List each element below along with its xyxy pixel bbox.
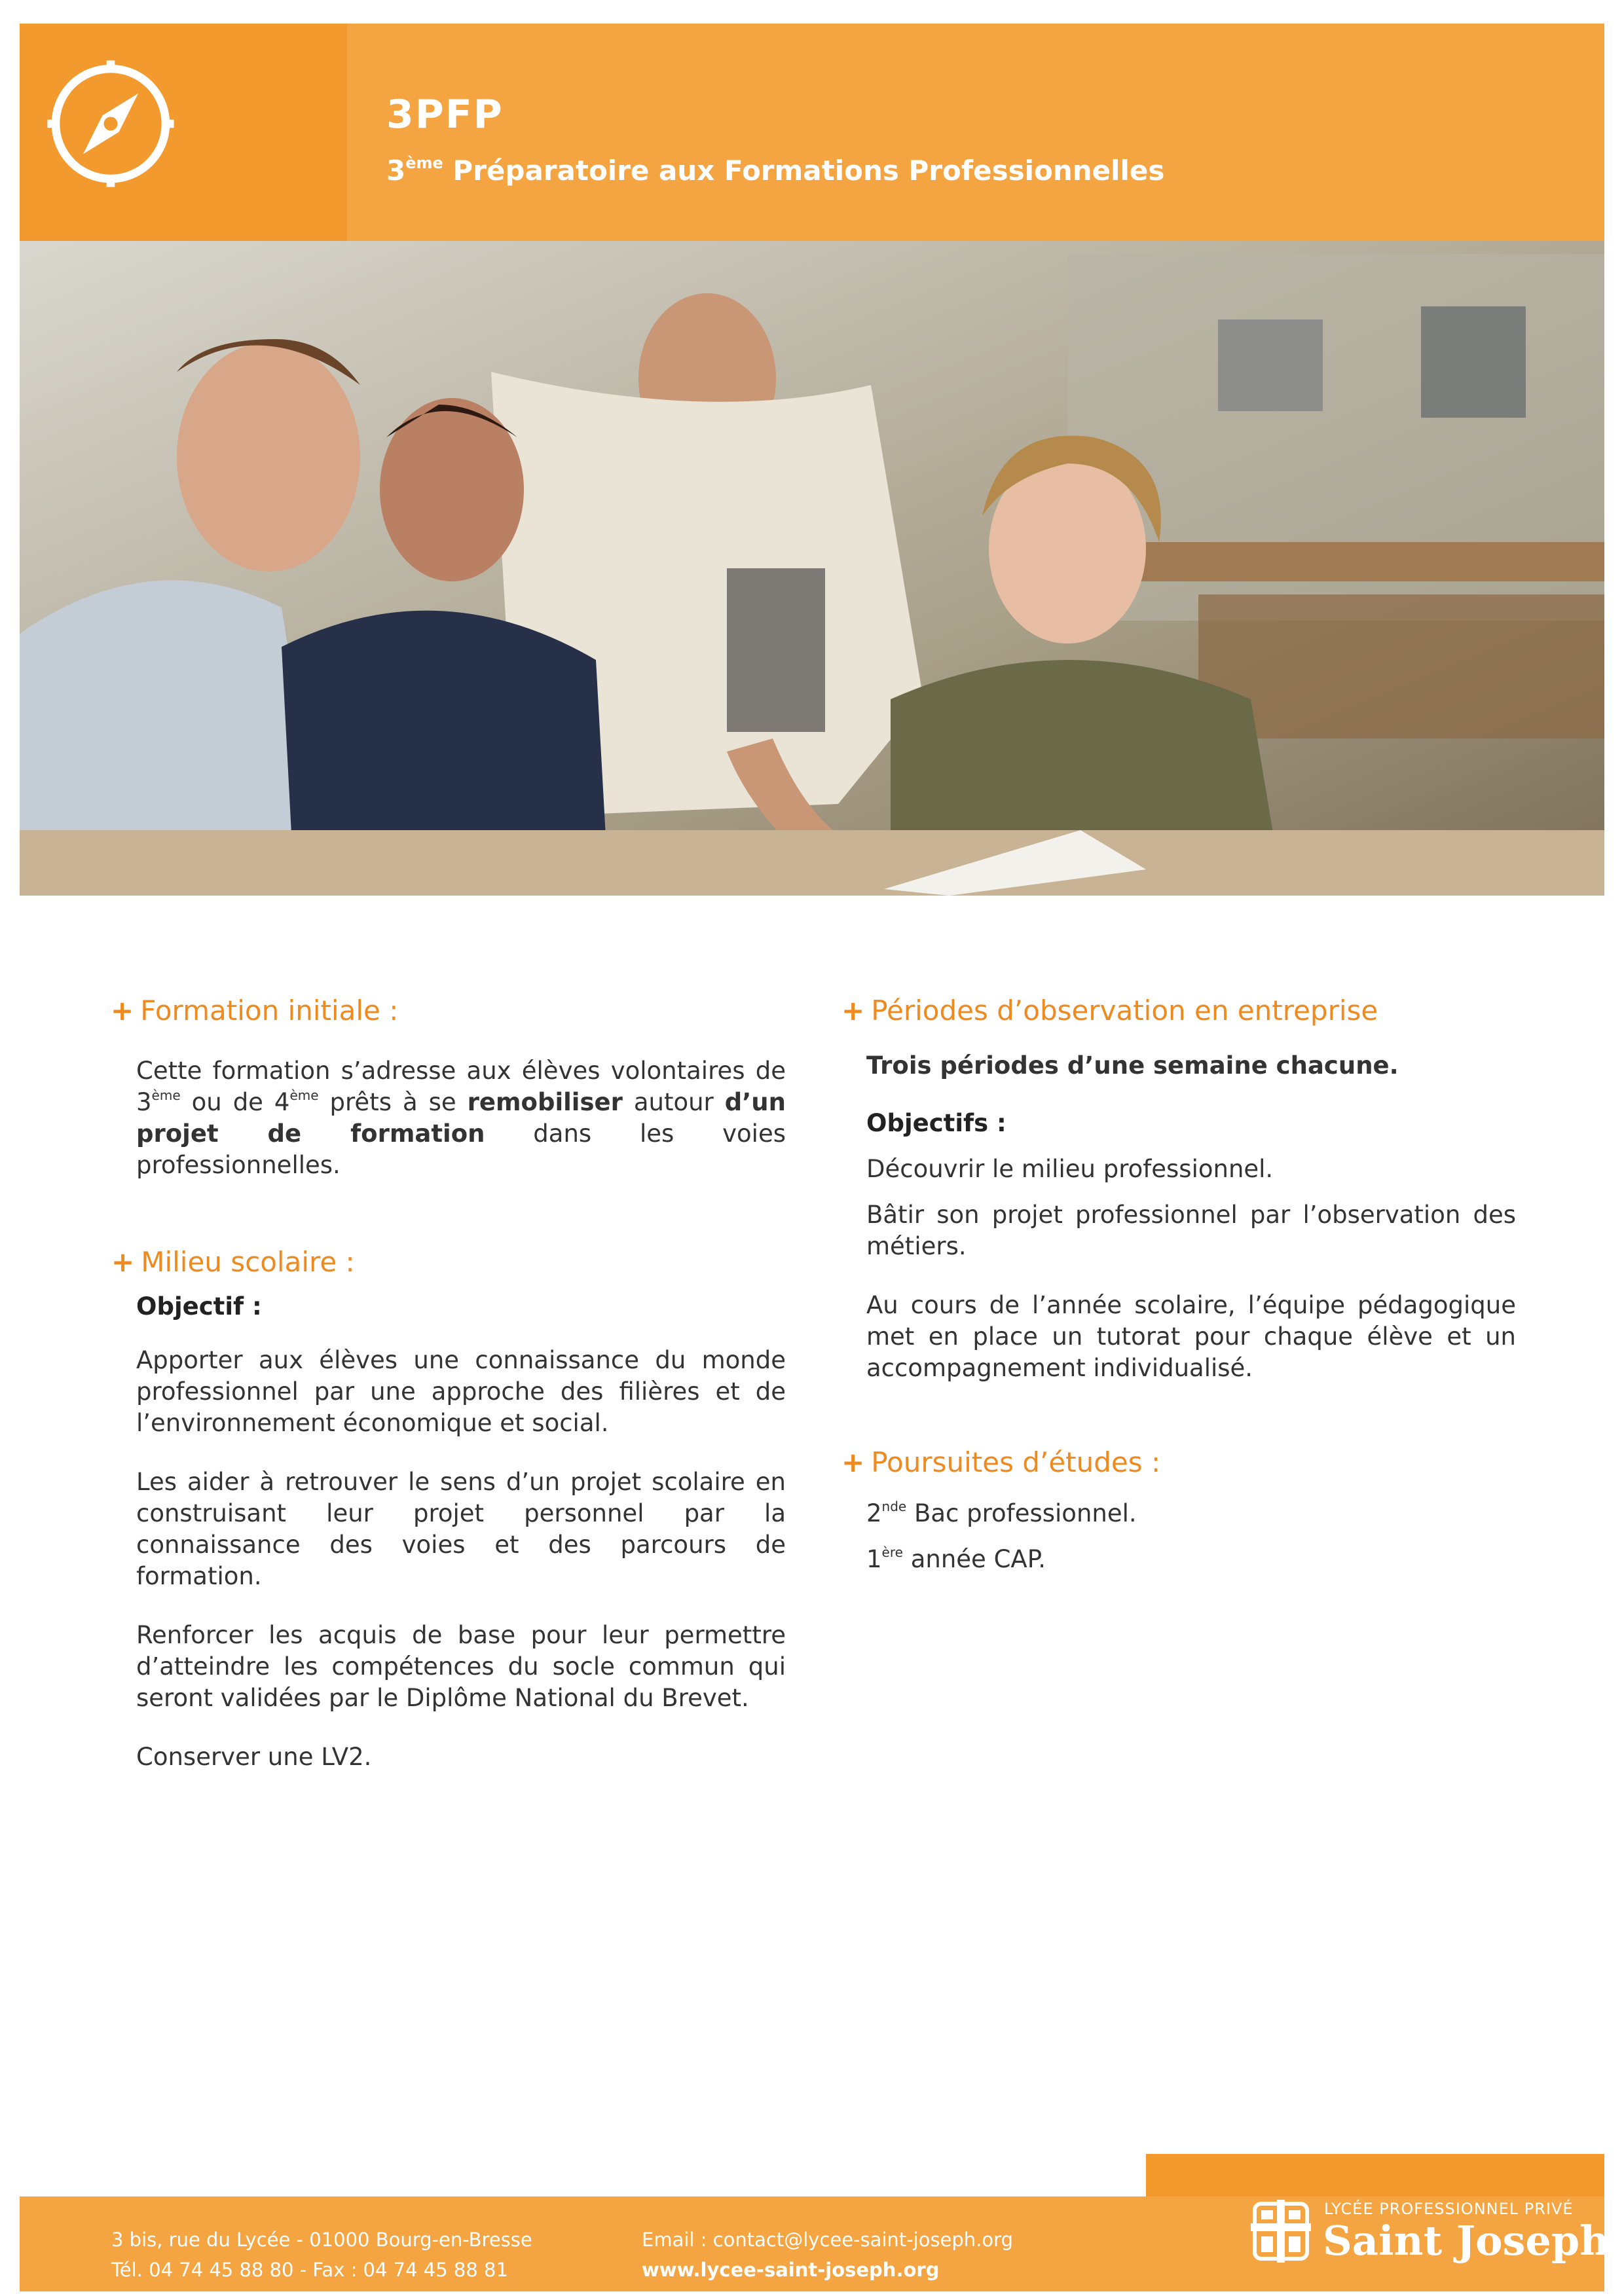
section-title-milieu: + Milieu scolaire : bbox=[111, 1246, 355, 1278]
poursuites-item-1: 2nde Bac professionnel. bbox=[866, 1499, 1137, 1527]
footer-address-block bbox=[111, 2225, 532, 2285]
header-band bbox=[347, 24, 1604, 276]
footer-phone: Tél. 04 74 45 88 80 - Fax : 04 74 45 88 81 bbox=[111, 2259, 508, 2281]
milieu-paragraph-1: Apporter aux élèves une connaissance du monde professionnel par une approche des filières et de l’environnement économique et social. bbox=[136, 1346, 786, 1437]
page-title: 3PFP bbox=[386, 92, 504, 137]
footer-website[interactable]: www.lycee-saint-joseph.org bbox=[642, 2259, 940, 2281]
periodes-paragraph-3: Au cours de l’année scolaire, l’équipe pédagogique met en place un tutorat pour chaque élève et un accompagnement individualisé. bbox=[866, 1291, 1516, 1382]
poursuites-item-2: 1ère année CAP. bbox=[866, 1544, 1046, 1573]
periodes-lead: Trois périodes d’une semaine chacune. bbox=[866, 1051, 1399, 1080]
section-title-poursuites: + Poursuites d’études : bbox=[841, 1446, 1161, 1478]
footer-email[interactable]: Email : contact@lycee-saint-joseph.org bbox=[642, 2229, 1013, 2251]
milieu-paragraph-4: Conserver une LV2. bbox=[136, 1743, 372, 1771]
left-column bbox=[111, 995, 786, 1800]
compass-icon bbox=[42, 55, 179, 192]
right-column bbox=[841, 995, 1516, 1603]
milieu-label: Objectif : bbox=[136, 1292, 262, 1321]
footer-contact-block bbox=[642, 2225, 1013, 2285]
logo-name: Saint Joseph bbox=[1323, 2217, 1610, 2265]
periodes-paragraph-2: Bâtir son projet professionnel par l’observation des métiers. bbox=[866, 1201, 1516, 1260]
school-logo-icon bbox=[1251, 2198, 1311, 2264]
periodes-paragraph-1: Découvrir le milieu professionnel. bbox=[866, 1155, 1274, 1183]
periodes-label: Objectifs : bbox=[866, 1109, 1006, 1137]
footer-address: 3 bis, rue du Lycée - 01000 Bourg-en-Bresse bbox=[111, 2229, 532, 2251]
milieu-paragraph-2: Les aider à retrouver le sens d’un projet scolaire en construisant leur projet personnel par la connaissance des voies et des parcours de formation. bbox=[136, 1468, 786, 1590]
logo-tagline: LYCÉE PROFESSIONNEL PRIVÉ bbox=[1324, 2200, 1574, 2218]
section-title-periodes: + Périodes d’observation en entreprise bbox=[841, 994, 1378, 1027]
section-title-formation: + Formation initiale : bbox=[111, 994, 399, 1027]
classroom-photo bbox=[20, 241, 1604, 896]
formation-paragraph: Cette formation s’adresse aux élèves volontaires de 3ème ou de 4ème prêts à se remobiliser autour d’un projet de formation dans les voies professionnelles. bbox=[136, 1057, 786, 1179]
milieu-paragraph-3: Renforcer les acquis de base pour leur permettre d’atteindre les compétences du socle commun qui seront validées par le Diplôme National du Brevet. bbox=[136, 1621, 786, 1712]
page-subtitle: 3ème Préparatoire aux Formations Professionnelles bbox=[386, 154, 1165, 187]
